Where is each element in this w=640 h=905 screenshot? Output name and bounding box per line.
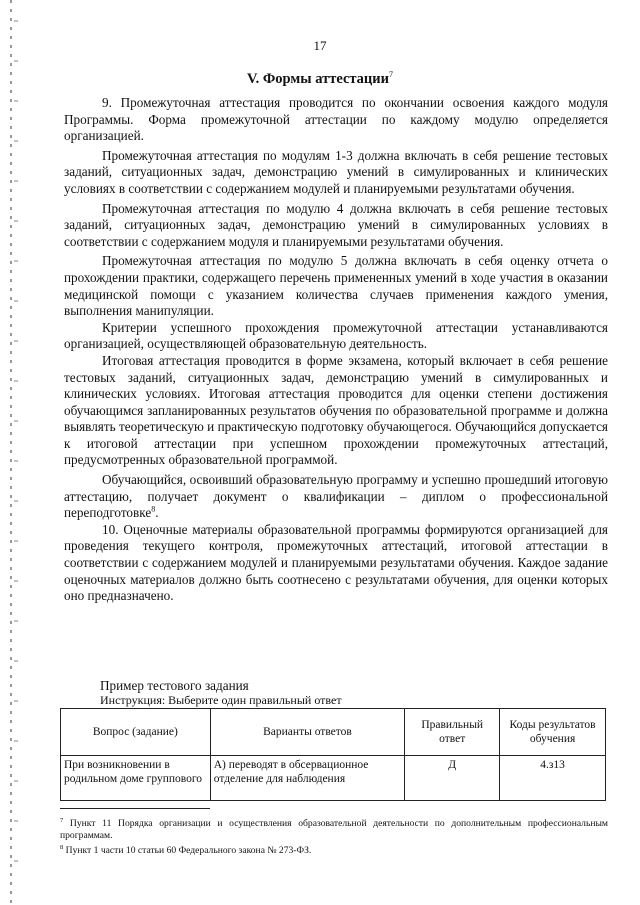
paragraph-10: 10. Оценочные материалы образовательной программы формируются организацией для проведения текущего контроля, промежуточных аттестаций, итоговой аттестации в соответствии с содержанием модулей и планируемыми результатами обучения. Каждое задание оценочных материалов должно быть соотнесено с результатами обучения, для оценки которых оно предназначено. [64,521,608,604]
header-result-codes: Коды результатов обучения [500,709,606,756]
header-options: Варианты ответов [210,709,405,756]
page-number: 17 [313,38,327,53]
footnote-7 [60,815,608,842]
body-text [64,95,608,605]
paragraph-module-4: Промежуточная аттестация по модулю 4 должна включать в себя решение тестовых заданий, ситуационных задач, демонстрацию умений в симулированных условиях в соответствии с содержанием модуля и планируемыми результатами обучения. [64,200,608,249]
cell-question: При возникновении в родильном доме группового [61,756,211,801]
footnote-7-text: Пункт 11 Порядка организации и осуществления образовательной деятельности по дополнительным профессиональным программам. [60,818,608,842]
footnote-8 [60,842,608,857]
section-title [0,70,640,88]
table-header-row [61,709,606,756]
footnote-8-text: Пункт 1 части 10 статьи 60 Федерального закона № 273-ФЗ. [65,845,312,857]
paragraph-criteria: Критерии успешного прохождения промежуточной аттестации устанавливаются организацией, осуществляющей образовательную деятельность. [64,319,608,352]
table-row [61,756,606,801]
paragraph-diploma [64,472,608,522]
footnotes [60,815,608,857]
footnote-7-ref: 7 [60,817,64,824]
header-correct-answer: Правильный ответ [405,709,500,756]
paragraph-diploma-end: . [155,505,159,521]
cell-option: А) переводят в обсервационное отделение для наблюдения [210,756,405,801]
paragraph-module-5: Промежуточная аттестация по модулю 5 должна включать в себя оценку отчета о прохождении практики, содержащего перечень примененных умений в ходе участия в оказании медицинской помощи с указанием количества случаев применения каждого умения, выполнения манипуляции. [64,253,608,319]
footnote-8-ref: 8 [60,844,64,852]
cell-code: 4.з13 [500,756,606,801]
header-question: Вопрос (задание) [61,709,211,756]
paragraph-modules-1-3: Промежуточная аттестация по модулям 1-3 должна включать в себя решение тестовых заданий, ситуационных задач, демонстрацию умений в симулированных и клинических условиях в соответствии с содержанием модулей и планируемыми результатами обучения. [64,147,608,196]
section-title-text: V. Формы аттестации [246,70,389,87]
scan-binding-holes [14,20,18,880]
test-example-table [60,708,606,801]
scan-binding-edge [10,0,12,905]
example-instruction: Инструкция: Выберите один правильный ответ [100,693,342,707]
footnote-ref-8: 8 [151,504,156,514]
example-title: Пример тестового задания [100,678,249,693]
cell-answer: Д [405,756,500,801]
paragraph-9: 9. Промежуточная аттестация проводится по окончании освоения каждого модуля Программы. Форма промежуточной аттестации по каждому модулю определяется организацией. [64,95,608,144]
footnote-divider [60,808,210,809]
section-title-footnote-ref: 7 [389,70,393,79]
paragraph-final-attestation: Итоговая аттестация проводится в форме экзамена, который включает в себя решение тестовых заданий, ситуационных задач, демонстрацию умений в симулированных и клинических условиях. Итоговая аттестация проводится для оценки степени достижения обучающимся запланированных результатов обучения по образовательной программе и должна выявлять теоретическую и практическую подготовку обучающегося. Обучающийся допускается к итоговой аттестации при успешном прохождении промежуточных аттестаций, предусмотренных образовательной программой. [64,352,608,468]
paragraph-diploma-text: Обучающийся, освоивший образовательную программу и успешно прошедший итоговую аттестацию, получает документ о квалификации – диплом о профессиональной переподготовке [64,472,608,521]
